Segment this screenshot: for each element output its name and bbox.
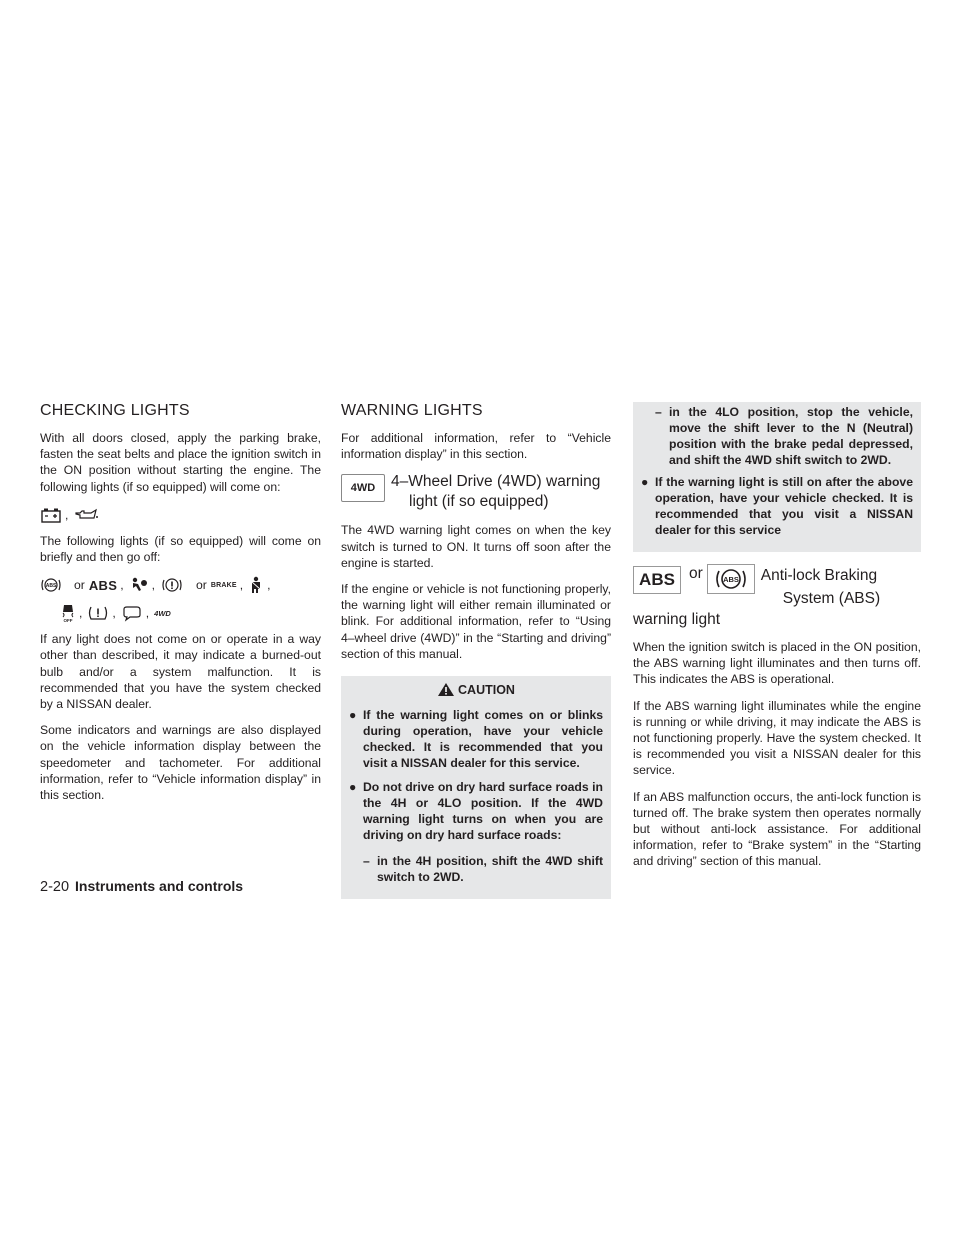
caution-heading <box>349 682 603 697</box>
checking-lights-malfunction: If any light does not come on or operate in a way other than described, it may indicate a burned-out bulb and/or a system malfunction. It is recommended that you have the system checked by a NISSAN dealer. <box>40 632 321 712</box>
page-footer <box>40 878 243 895</box>
bullet-glyph: ● <box>349 708 357 723</box>
brake-warning-icon <box>160 576 184 594</box>
checking-lights-intro: With all doors closed, apply the parking brake, fasten the seat belts and place the ignition switch in the ON position without starting the engine. The following lights (if so equipped) will come on: <box>40 431 321 494</box>
caution-bullet <box>349 707 603 771</box>
warning-lights-heading: WARNING LIGHTS <box>341 402 483 419</box>
abs-warning-heading <box>633 564 921 610</box>
or-word: or <box>74 578 85 593</box>
come-on-icons-row <box>40 505 321 525</box>
4wd-warning-title <box>391 472 600 512</box>
separator: , <box>120 578 124 593</box>
caution-bullet <box>641 474 913 538</box>
caution-sub-item <box>363 853 603 885</box>
abs-circle-label: ABS <box>722 575 739 584</box>
abs-circle-badge-icon <box>707 564 755 594</box>
or-word: or <box>689 565 703 582</box>
abs-text-2: If the ABS warning light illuminates while the engine is running or while driving, it may indicate the ABS is not functioning properly. Have the system checked. It is recommended you visit a NISSAN dealer for this service. <box>633 698 921 778</box>
caution-sub-item <box>655 404 913 468</box>
separator: , <box>239 578 244 593</box>
4wd-title-line-2: light (if so equipped) <box>409 493 549 511</box>
caution-sub-text: in the 4H position, shift the 4WD shift switch to 2WD. <box>377 854 603 885</box>
4wd-warning-text-2: If the engine or vehicle is not functioning properly, the warning light will either remain illuminated or blink. For additional information, refer to “Using 4–wheel drive (4WD)” in the “Starting and driving” section of this manual. <box>341 582 611 661</box>
4wd-warning-icon: 4WD <box>341 474 385 502</box>
warning-triangle-icon <box>437 682 455 697</box>
svg-text:ABS: ABS <box>45 583 57 590</box>
abs-circle-icon <box>40 576 62 594</box>
separator: , <box>145 606 150 621</box>
battery-charge-icon <box>40 507 62 523</box>
vdc-off-label: OFF <box>63 618 73 624</box>
4wd-warning-heading <box>341 472 611 512</box>
master-warning-icon <box>121 604 143 622</box>
separator: , <box>151 578 155 593</box>
airbag-icon <box>129 576 149 594</box>
caution-label: CAUTION <box>458 682 515 697</box>
abs-title-line-3: warning light <box>633 611 721 628</box>
brake-text-icon: BRAKE <box>210 581 237 589</box>
caution-bullet-text: If the warning light comes on or blinks during operation, have your vehicle checked. It is recommended that you visit a NISSAN dealer for this service. <box>363 708 603 771</box>
caution-sub-list <box>641 404 913 468</box>
abs-text-3: If an ABS malfunction occurs, the anti-lock function is turned off. The brake system then operates normally but without anti-lock assistance. For additional information, refer to “Brake system” in the “Starting and driving” section of this manual. <box>633 789 921 869</box>
abs-text-1: When the ignition switch is placed in the ON position, the ABS warning light illuminates and then turns off. This indicates the ABS is operational. <box>633 640 921 687</box>
dash-glyph: – <box>363 854 370 869</box>
chapter-title: Instruments and controls <box>75 878 244 894</box>
dash-glyph: – <box>655 405 662 419</box>
abs-title-continued <box>633 608 921 631</box>
briefly-icons-row-1 <box>40 575 321 595</box>
caution-bullet <box>349 779 603 843</box>
4wd-text-icon: 4WD <box>154 608 171 618</box>
caution-bullet-text: If the warning light is still on after the above operation, have your vehicle checked. It is recommended that you visit a NISSAN dealer for this service <box>655 475 913 537</box>
seat-belt-icon <box>248 576 264 594</box>
4wd-title-line-1: 4–Wheel Drive (4WD) warning <box>391 473 601 491</box>
abs-warning-title <box>761 564 880 610</box>
bullet-glyph: ● <box>349 780 357 795</box>
separator: , <box>79 606 83 621</box>
bullet-glyph: ● <box>641 475 649 489</box>
checking-lights-column <box>40 402 321 813</box>
abs-text-icon: ABS <box>88 577 118 593</box>
checking-lights-heading: CHECKING LIGHTS <box>40 402 190 419</box>
tire-pressure-icon <box>87 604 109 622</box>
briefly-lights-text: The following lights (if so equipped) will come on briefly and then go off: <box>40 533 321 565</box>
caution-box-continued <box>633 402 921 552</box>
vdc-off-icon <box>60 603 76 623</box>
separator: , <box>65 507 69 522</box>
separator: , <box>267 578 271 593</box>
caution-sub-list <box>349 853 603 885</box>
abs-title-line-2: System (ABS) <box>782 590 881 607</box>
oil-pressure-icon <box>73 508 99 522</box>
4wd-warning-text-1: The 4WD warning light comes on when the key switch is turned to ON. It turns off soon after the engine is started. <box>341 523 611 570</box>
abs-column <box>633 402 921 880</box>
separator: , <box>112 606 116 621</box>
briefly-icons-row-2 <box>60 603 321 623</box>
checking-lights-vid: Some indicators and warnings are also displayed on the vehicle information display between the speedometer and tachometer. For additional information, refer to “Vehicle information display” in this section. <box>40 723 321 803</box>
caution-box <box>341 676 611 899</box>
page-number: 2-20 <box>40 879 70 895</box>
or-word: or <box>195 578 207 593</box>
warning-lights-intro: For additional information, refer to “Vehicle information display” in this section. <box>341 431 611 462</box>
caution-sub-text: in the 4LO position, stop the vehicle, move the shift lever to the N (Neutral) position with the brake pedal depressed, and shift the 4WD shift switch to 2WD. <box>669 405 913 467</box>
caution-bullet-text: Do not drive on dry hard surface roads in the 4H or 4LO position. If the 4WD warning light turns on when you are driving on dry hard surface roads: <box>363 780 603 843</box>
abs-text-badge-icon: ABS <box>633 566 681 594</box>
abs-title-line-1: Anti-lock Braking <box>760 567 878 584</box>
warning-lights-column <box>341 402 611 899</box>
